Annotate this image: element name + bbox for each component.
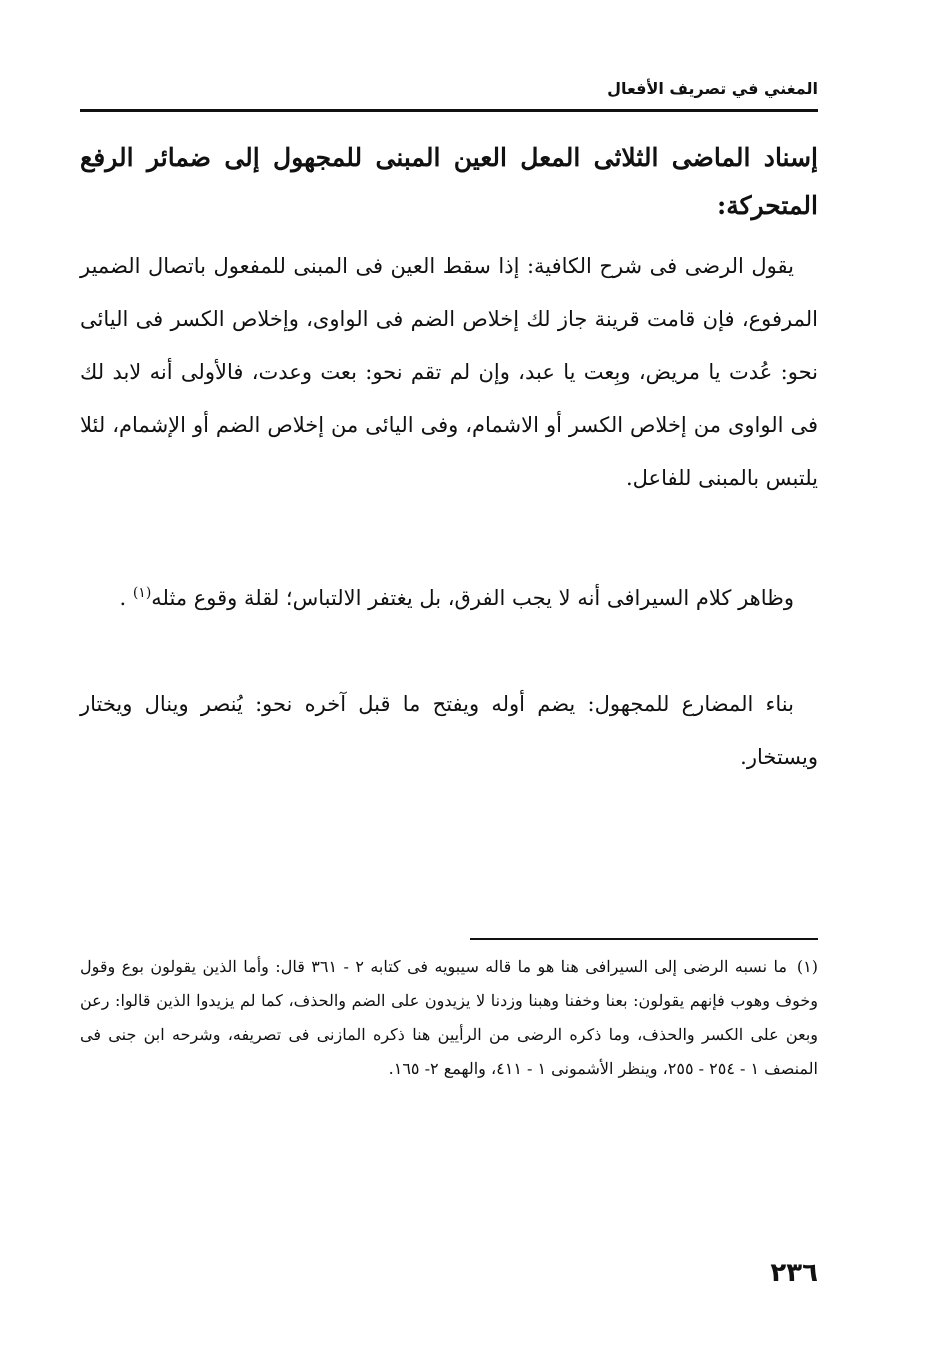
paragraph-3-text: بناء المضارع للمجهول: يضم أوله ويفتح ما قبل آخره نحو: يُنصر وينال ويختار ويستخار. <box>80 692 818 769</box>
footnote-number: (١) <box>796 957 818 976</box>
book-page <box>80 0 818 1351</box>
paragraph-2-text: وظاهر كلام السيرافى أنه لا يجب الفرق، بل يغتفر الالتباس؛ لقلة وقوع مثله <box>151 586 794 610</box>
footnote-text: ما نسبه الرضى إلى السيرافى هنا هو ما قاله سيبويه فى كتابه ٢ - ٣٦١ قال: وأما الذين يقولون بوع وقول وخوف وهوب فإنهم يقولون: بعنا وخفنا وهبنا وزدنا لا يزيدون على الضم والحذف، كما لم يزيدوا الذين قالوا: رعن وبعن على الكسر والحذف، وما ذكره الرضى من الرأيين هنا ذكره المازنى فى تصريفه، وشرحه ابن جنى فى المنصف ١ - ٢٥٤ - ٢٥٥، وينظر الأشمونى ١ - ٤١١، والهمع ٢- ١٦٥. <box>80 957 818 1078</box>
paragraph-3 <box>80 678 818 784</box>
paragraph-1-text: يقول الرضى فى شرح الكافية: إذا سقط العين فى المبنى للمفعول باتصال الضمير المرفوع، فإن قامت قرينة جاز لك إخلاص الضم فى الواوى، وإخلاص الكسر فى اليائى نحو: عُدت يا مريض، وبِعت يا عبد، وإن لم تقم نحو: بعت وعدت، فالأولى أنه لابد لك فى الواوى من إخلاص الكسر أو الاشمام، وفى اليائى من إخلاص الضم أو الإشمام، لئلا يلتبس بالمبنى للفاعل. <box>80 254 818 490</box>
paragraph-1 <box>80 240 818 505</box>
header-rule <box>80 109 818 112</box>
page-number: ٢٣٦ <box>770 1258 818 1288</box>
paragraph-2 <box>80 572 818 625</box>
running-head: المغني في تصريف الأفعال <box>607 79 818 98</box>
paragraph-2-period: . <box>119 586 127 610</box>
footnote-separator <box>470 938 818 940</box>
section-heading: إسناد الماضى الثلاثى المعل العين المبنى للمجهول إلى ضمائر الرفع المتحركة: <box>80 143 818 220</box>
footnote <box>80 950 818 1086</box>
footnote-reference[interactable]: (١) <box>132 585 152 601</box>
